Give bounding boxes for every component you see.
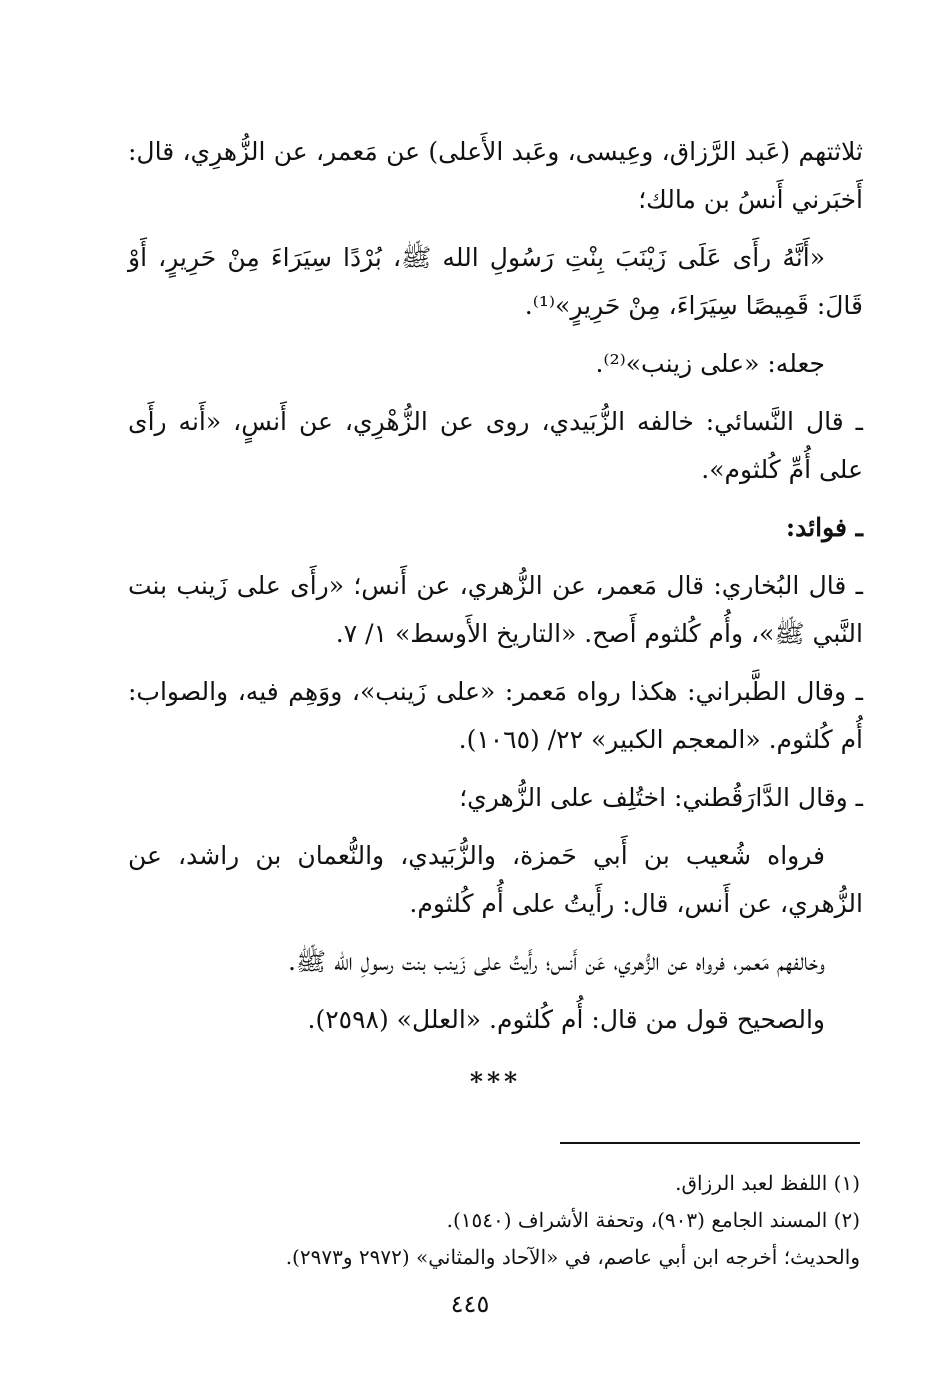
paragraph-shuayb-narration: فرواه شُعيب بن أَبي حَمزة، والزُّبَيدي، والنُّعمان بن راشد، عن الزُّهري، عن أَنس، قال: رأَيتُ على أُم كُلثوم. (128, 841, 863, 918)
footnotes (125, 1165, 860, 1276)
paragraph-conclusion: والصحيح قول من قال: أُم كُلثوم. «العلل» (٢٥٩٨). (307, 1005, 825, 1034)
paragraph-mamar-narration: وخالفهم مَعمر، فرواه عن الزُّهري، عَن أَنس؛ رأَيتُ على زَينب بنت رسولِ الله ﷺ. (287, 947, 825, 976)
paragraph-nasai: ـ قال النَّسائي: خالفه الزُّبَيدي، روى عن الزُّهْرِي، عن أَنسٍ، «أَنه رأَى على أُمِّ كُلثوم». (128, 407, 863, 484)
footnote-1: (١) اللفظ لعبد الرزاق. (675, 1171, 860, 1195)
heading-benefits: ـ فوائد: (785, 513, 863, 542)
paragraph-narrators: ثلاثتهم (عَبد الرَّزاق، وعِيسى، وعَبد الأَعلى) عن مَعمر، عن الزُّهرِي، قال: أَخبَرني أَنسُ بن مالك؛ (128, 137, 863, 214)
paragraph-daraqutni: ـ وقال الدَّارَقُطني: اختُلِف على الزُّهري؛ (459, 783, 863, 812)
paragraph-variant-note: جعله: «على زينب»⁽²⁾. (595, 349, 825, 378)
main-text (128, 128, 863, 1106)
section-divider: *** (469, 1067, 522, 1096)
footnote-2: (٢) المسند الجامع (٩٠٣)، وتحفة الأشراف (١٥٤٠). (446, 1208, 860, 1232)
footnote-separator (560, 1142, 860, 1144)
page-number: ٤٤٥ (450, 1290, 490, 1318)
paragraph-bukhari: ـ قال البُخاري: قال مَعمر، عن الزُّهري، عن أَنس؛ «رأَى على زَينب بنت النَّبي ﷺ»، وأُم كُلثوم أَصح. «التاريخ الأَوسط» ١/ ٧. (128, 571, 863, 648)
paragraph-tabarani: ـ وقال الطَّبراني: هكذا رواه مَعمر: «على زَينب»، ووَهِم فيه، والصواب: أُم كُلثوم. «المعجم الكبير» ٢٢/ (١٠٦٥). (128, 677, 863, 754)
paragraph-hadith-text: «أَنَّهُ رأَى عَلَى زَيْنَبَ بِنْتِ رَسُولِ الله ﷺ، بُرْدًا سِيَرَاءَ مِنْ حَرِيرٍ، أَوْ قَالَ: قَمِيصًا سِيَرَاءَ، مِنْ حَرِيرٍ»⁽¹⁾. (128, 243, 863, 320)
footnote-2-continuation: والحديث؛ أخرجه ابن أبي عاصم، في «الآحاد والمثاني» (٢٩٧٢ و٢٩٧٣). (285, 1245, 860, 1269)
